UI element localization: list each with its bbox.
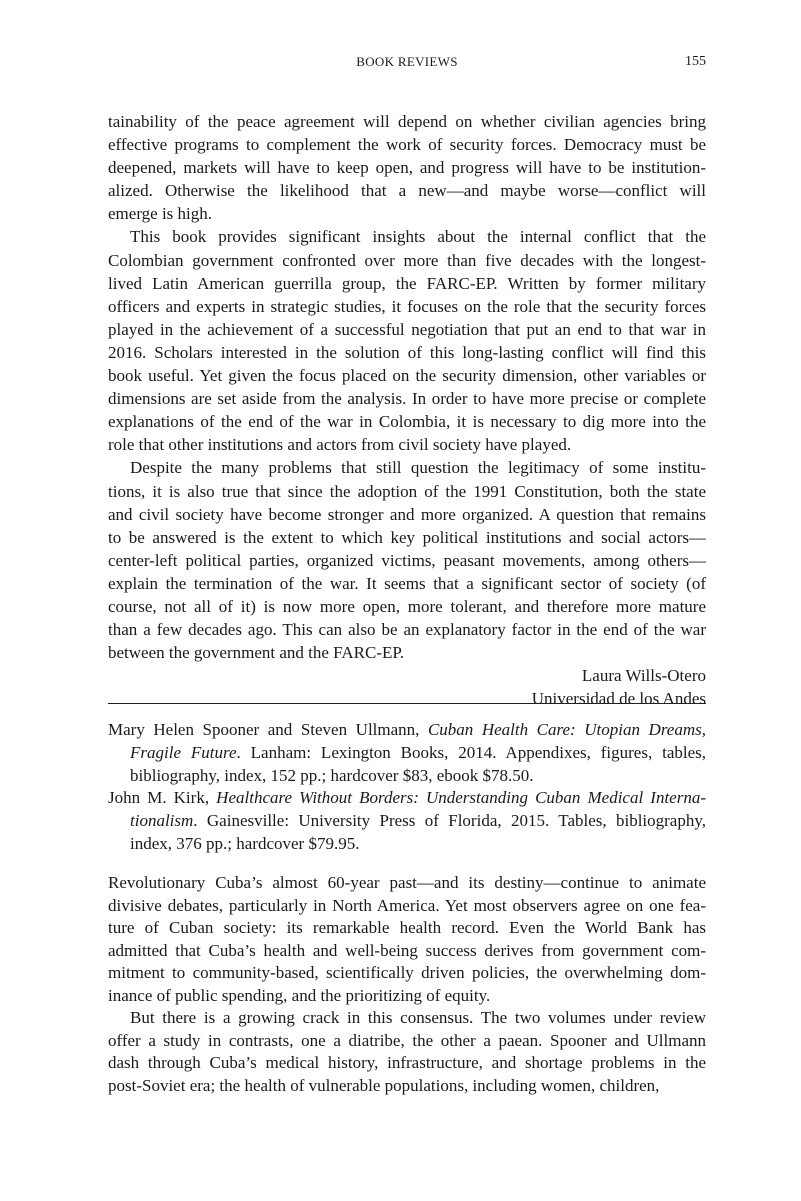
paragraph: [108, 872, 706, 1007]
text-line: lived Latin American guerrilla group, the FARC-EP. Written by former military: [108, 273, 706, 293]
running-header: [108, 54, 706, 74]
text-line: divisive debates, particularly in North America. Yet most observers agree on one fea-: [108, 895, 706, 915]
text-line: mitment to community-based, scientifically driven policies, the overwhelming dom-: [108, 963, 706, 982]
text-line: than a few decades ago. This can also be an explanatory factor in the end of the war: [108, 620, 706, 640]
text-line: effective programs to complement the work of security forces. Democracy must be: [108, 135, 706, 155]
text-line: Revolutionary Cuba’s almost 60-year past—and its destiny—continue to animate: [108, 873, 706, 892]
section-divider: [108, 703, 706, 704]
reviewer-affiliation: Universidad de los Andes: [531, 689, 706, 709]
text-line: But there is a growing crack in this consensus. The two volumes under review: [130, 1008, 706, 1027]
text-line: [108, 719, 706, 742]
bibliography-entry: [108, 787, 706, 855]
text-line: This book provides significant insights about the internal conflict that the: [130, 227, 706, 247]
book-title: Healthcare Without Borders: Understanding Cuban Medical Interna-: [216, 788, 706, 808]
text-line: emerge is high.: [108, 204, 213, 224]
paragraph: [108, 225, 706, 456]
citation-text: . Gainesville: University Press of Florida, 2015. Tables, bibliography,: [193, 811, 706, 831]
review-1-body: [108, 110, 706, 710]
text-line: Despite the many problems that still question the legitimacy of some institu-: [130, 458, 706, 478]
text-line: [108, 742, 706, 765]
text-line: played in the achievement of a successful negotiation that put an end to that war in: [108, 319, 706, 339]
text-line: deepened, markets will have to keep open, and progress will have to be institution-: [108, 158, 706, 178]
text-line: offer a study in contrasts, one a diatribe, the other a paean. Spooner and Ullmann: [108, 1030, 706, 1050]
text-line: [108, 765, 706, 788]
text-line: [108, 810, 706, 833]
text-line: between the government and the FARC-EP.: [108, 643, 405, 663]
text-line: alized. Otherwise the likelihood that a new—and maybe worse—conflict will: [108, 181, 706, 201]
page-number: 155: [685, 54, 706, 69]
paragraph: [108, 1007, 706, 1097]
paragraph: [108, 456, 706, 664]
text-line: ture of Cuban society: its remarkable health record. Even the World Bank has: [108, 918, 706, 937]
bibliography-entry: [108, 719, 706, 787]
text-line: admitted that Cuba’s health and well-being success derives from government com-: [108, 940, 706, 960]
text-line: to be answered is the extent to which key political institutions and social actors—: [108, 527, 706, 547]
text-line: dash through Cuba’s medical history, infrastructure, and shortage problems in the: [108, 1053, 706, 1072]
text-line: [108, 787, 706, 810]
review-2-body: [108, 872, 706, 1097]
text-line: role that other institutions and actors from civil society have played.: [108, 435, 572, 455]
text-line: tions, it is also true that since the adoption of the 1991 Constitution, both the state: [108, 481, 706, 501]
text-line: inance of public spending, and the prioritizing of equity.: [108, 985, 491, 1005]
text-line: book useful. Yet given the focus placed on the security dimension, other variables or: [108, 366, 706, 386]
text-line: [108, 833, 706, 856]
citation-text: index, 376 pp.; hardcover $79.95.: [130, 833, 360, 853]
book-title: Fragile Future: [130, 742, 237, 762]
citation-text: Mary Helen Spooner and Steven Ullmann,: [108, 720, 428, 739]
citation-text: John M. Kirk,: [108, 788, 217, 808]
bibliography-entries: [108, 719, 706, 856]
text-line: 2016. Scholars interested in the solution of this long-lasting conflict will find this: [108, 342, 706, 362]
text-line: Colombian government confronted over more than five decades with the longest-: [108, 250, 706, 270]
citation-text: bibliography, index, 152 pp.; hardcover $83, ebook $78.50.: [130, 765, 534, 785]
running-title: BOOK REVIEWS: [356, 54, 458, 69]
citation-text: . Lanham: Lexington Books, 2014. Appendixes, figures, tables,: [236, 742, 706, 762]
text-line: dimensions are set aside from the analysis. In order to have more precise or complete: [108, 389, 706, 409]
text-line: tainability of the peace agreement will depend on whether civilian agencies bring: [108, 112, 706, 131]
paragraph: [108, 110, 706, 225]
reviewer-name: Laura Wills-Otero: [581, 666, 706, 686]
text-line: explanations of the end of the war in Colombia, it is necessary to dig more into the: [108, 412, 706, 432]
text-line: course, not all of it) is now more open, more tolerant, and therefore more mature: [108, 596, 706, 616]
text-line: center-left political parties, organized victims, peasant movements, among others—: [108, 550, 706, 570]
text-line: post-Soviet era; the health of vulnerable populations, including women, children,: [108, 1075, 660, 1095]
book-title: tionalism: [130, 811, 194, 831]
book-title: Cuban Health Care: Utopian Dreams,: [427, 720, 706, 739]
text-line: and civil society have become stronger and more organized. A question that remains: [108, 504, 706, 524]
text-line: officers and experts in strategic studies, it focuses on the role that the security forces: [108, 296, 706, 316]
text-line: explain the termination of the war. It seems that a significant sector of society (of: [108, 573, 706, 593]
